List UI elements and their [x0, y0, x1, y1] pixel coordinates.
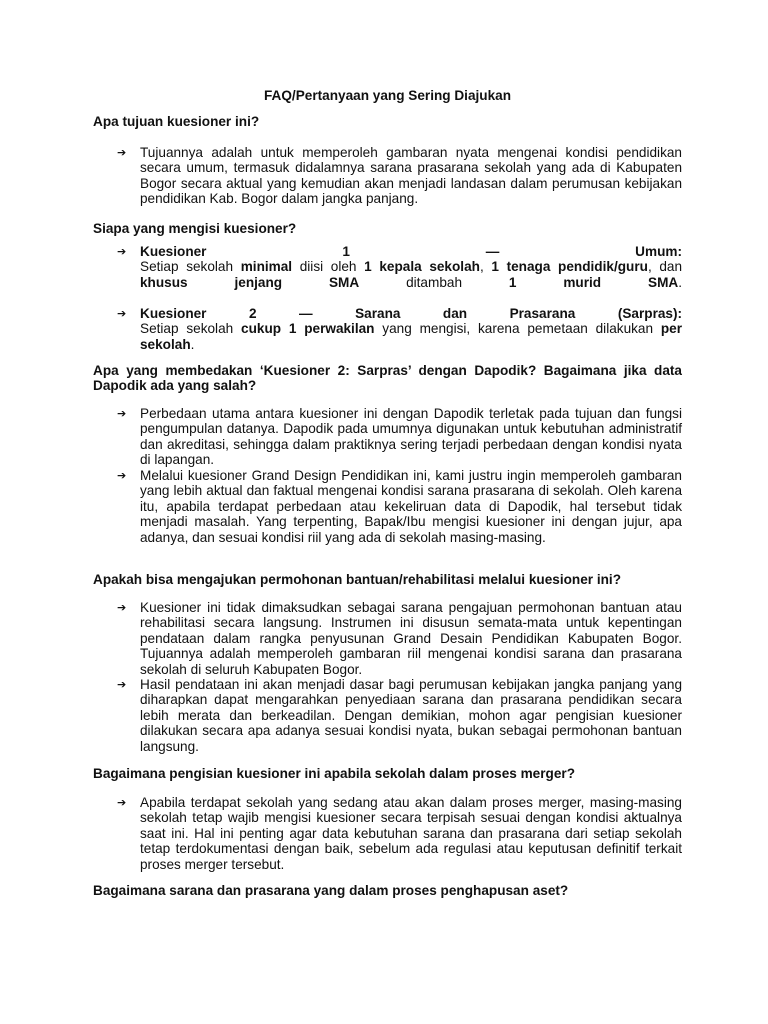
- faq-answer: ➔ Melalui kuesioner Grand Design Pendidikan ini, kami justru ingin memperoleh gambaran yang lebih aktual dan faktual mengenai kondisi sarana prasarana di sekolah. Oleh karena itu, apabila terdapat perbedaan atau kekeliruan data di Dapodik, hal tersebut tidak menjadi masalah. Yang terpenting, Bapak/Ibu mengisi kuesioner ini dengan jujur, apa adanya, dan sesuai kondisi riil yang ada di sekolah masing-masing.: [117, 468, 682, 545]
- faq-answer: ➔ Hasil pendataan ini akan menjadi dasar bagi perumusan kebijakan jangka panjang yang diharapkan dapat mengarahkan penyediaan sarana dan prasarana pendidikan secara lebih merata dan berkeadilan. Dengan demikian, mohon agar pengisian kuesioner dilakukan secara apa adanya sesuai kondisi nyata, bukan sebagai permohonan bantuan langsung.: [117, 677, 682, 754]
- arrow-bullet-icon: ➔: [117, 796, 127, 809]
- faq-answer: ➔ Perbedaan utama antara kuesioner ini dengan Dapodik terletak pada tujuan dan fungsi pengumpulan datanya. Dapodik pada umumnya digunakan untuk kebutuhan administratif dan akreditasi, sehingga dalam praktiknya sering terjadi perbedaan dengan kondisi nyata di lapangan.: [117, 406, 682, 468]
- faq-question: Bagaimana pengisian kuesioner ini apabila sekolah dalam proses merger?: [93, 766, 575, 781]
- arrow-bullet-icon: ➔: [117, 678, 127, 691]
- arrow-bullet-icon: ➔: [117, 146, 127, 159]
- page-title: FAQ/Pertanyaan yang Sering Diajukan: [263, 88, 512, 103]
- arrow-bullet-icon: ➔: [117, 469, 127, 482]
- faq-question: Bagaimana sarana dan prasarana yang dalam proses penghapusan aset?: [93, 883, 569, 898]
- arrow-bullet-icon: ➔: [117, 307, 127, 320]
- faq-answer-kuesioner-1: ➔ Kuesioner 1 — Umum: Setiap sekolah minimal diisi oleh 1 kepala sekolah, 1 tenaga pendidik/guru, dan khusus jenjang SMA ditambah 1 murid SMA.: [117, 244, 683, 290]
- faq-answer: ➔ Kuesioner ini tidak dimaksudkan sebagai sarana pengajuan permohonan bantuan atau rehabilitasi secara langsung. Instrumen ini disusun semata-mata untuk kepentingan pendataan dalam rangka penyusunan Grand Desain Pendidikan Kabupaten Bogor. Tujuannya adalah memperoleh gambaran riil mengenai kondisi sarana dan prasarana sekolah di seluruh Kabupaten Bogor.: [117, 600, 682, 677]
- faq-answer: ➔ Apabila terdapat sekolah yang sedang atau akan dalam proses merger, masing-masing sekolah tetap wajib mengisi kuesioner secara terpisah sesuai dengan kondisi aktualnya saat ini. Hal ini penting agar data kebutuhan sarana dan prasarana dari setiap sekolah tetap terdokumentasi dengan baik, sebelum ada regulasi atau keputusan definitif terkait proses merger tersebut.: [117, 795, 682, 872]
- arrow-bullet-icon: ➔: [117, 601, 127, 614]
- faq-question: Apakah bisa mengajukan permohonan bantuan/rehabilitasi melalui kuesioner ini?: [93, 572, 622, 587]
- faq-question: Siapa yang mengisi kuesioner?: [93, 221, 297, 236]
- faq-answer-kuesioner-2: ➔ Kuesioner 2 — Sarana dan Prasarana (Sarpras): Setiap sekolah cukup 1 perwakilan yang mengisi, karena pemetaan dilakukan per sekolah.: [117, 306, 683, 352]
- arrow-bullet-icon: ➔: [117, 407, 127, 420]
- faq-question: Apa tujuan kuesioner ini?: [93, 114, 260, 129]
- arrow-bullet-icon: ➔: [117, 245, 127, 258]
- faq-answer: ➔ Tujuannya adalah untuk memperoleh gambaran nyata mengenai kondisi pendidikan secara umum, termasuk didalamnya sarana prasarana sekolah yang ada di Kabupaten Bogor secara aktual yang kemudian akan menjadi landasan dalam perumusan kebijakan pendidikan Kab. Bogor dalam jangka panjang.: [117, 145, 682, 207]
- faq-question: Apa yang membedakan ‘Kuesioner 2: Sarpras’ dengan Dapodik? Bagaimana jika data Dapodik ada yang salah?: [93, 363, 682, 394]
